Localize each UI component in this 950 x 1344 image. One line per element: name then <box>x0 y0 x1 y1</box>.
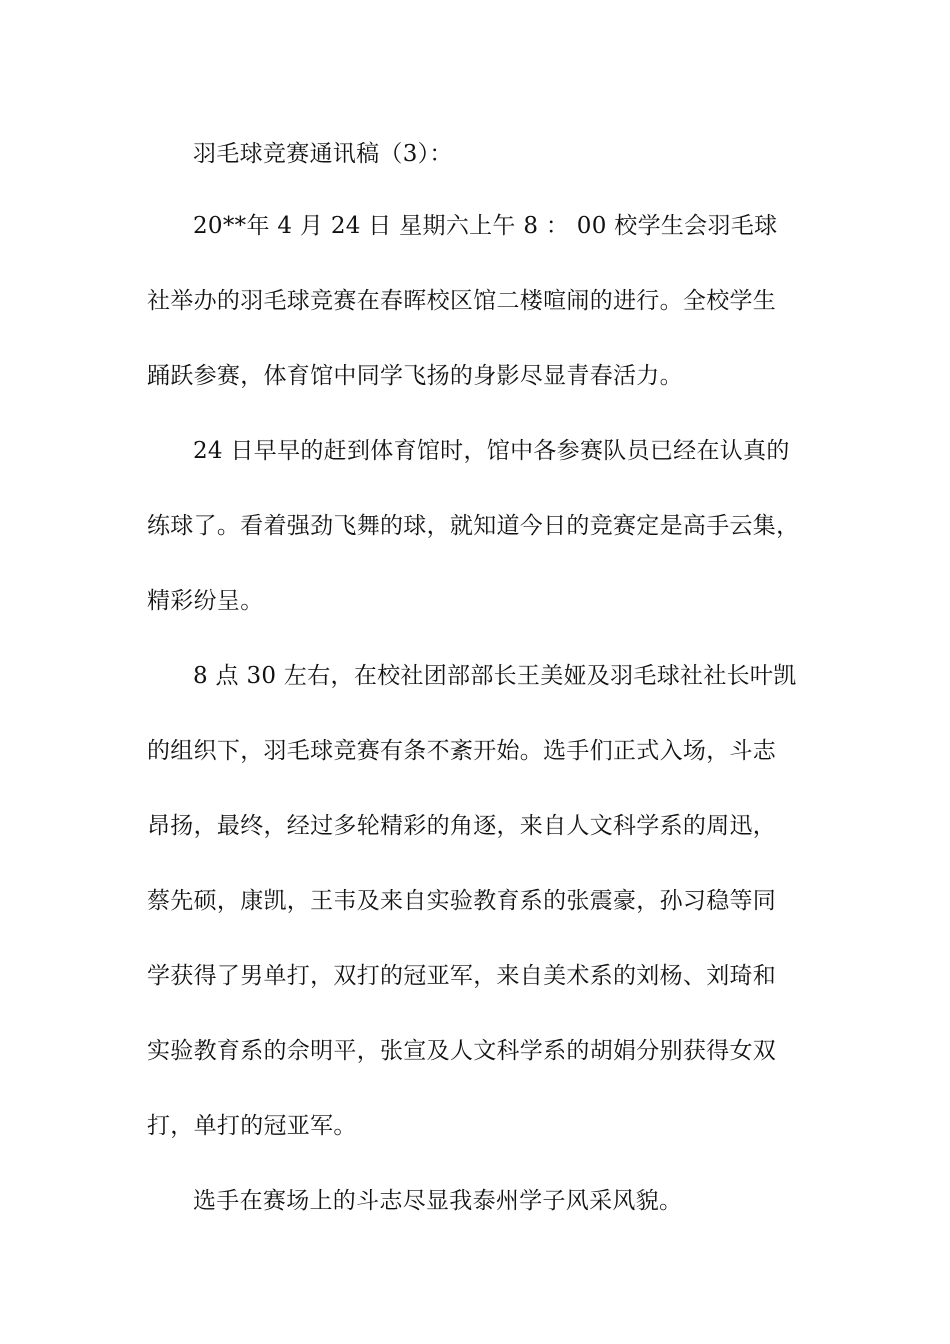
paragraph-2-line-1: 24 日早早的赶到体育馆时，馆中各参赛队员已经在认真的 <box>193 438 790 464</box>
paragraph-3-line-7: 打，单打的冠亚军。 <box>147 1113 357 1139</box>
paragraph-4-line-1: 选手在赛场上的斗志尽显我泰州学子风采风貌。 <box>193 1188 683 1214</box>
paragraph-1-line-3: 踊跃参赛，体育馆中同学飞扬的身影尽显青春活力。 <box>147 363 683 389</box>
paragraph-3-line-5: 学获得了男单打，双打的冠亚军，来自美术系的刘杨、刘琦和 <box>147 963 777 989</box>
paragraph-3-line-2: 的组织下，羽毛球竞赛有条不紊开始。选手们正式入场，斗志 <box>147 738 777 764</box>
paragraph-3-line-3: 昂扬，最终，经过多轮精彩的角逐，来自人文科学系的周迅， <box>147 813 777 839</box>
paragraph-3-line-6: 实验教育系的佘明平，张宣及人文科学系的胡娟分别获得女双 <box>147 1038 777 1064</box>
paragraph-3-line-4: 蔡先硕，康凯，王韦及来自实验教育系的张震豪，孙习稳等同 <box>147 888 777 914</box>
document-heading: 羽毛球竞赛通讯稿（3）： <box>193 141 453 167</box>
paragraph-1-line-1: 20**年 4 月 24 日 星期六上午 8 ： 00 校学生会羽毛球 <box>193 213 778 239</box>
paragraph-2-line-2: 练球了。看着强劲飞舞的球，就知道今日的竞赛定是高手云集， <box>147 513 800 539</box>
paragraph-1-line-2: 社举办的羽毛球竞赛在春晖校区馆二楼喧闹的进行。全校学生 <box>147 288 777 314</box>
paragraph-2-line-3: 精彩纷呈。 <box>147 588 264 614</box>
paragraph-3-line-1: 8 点 30 左右，在校社团部部长王美娅及羽毛球社社长叶凯 <box>193 663 797 689</box>
